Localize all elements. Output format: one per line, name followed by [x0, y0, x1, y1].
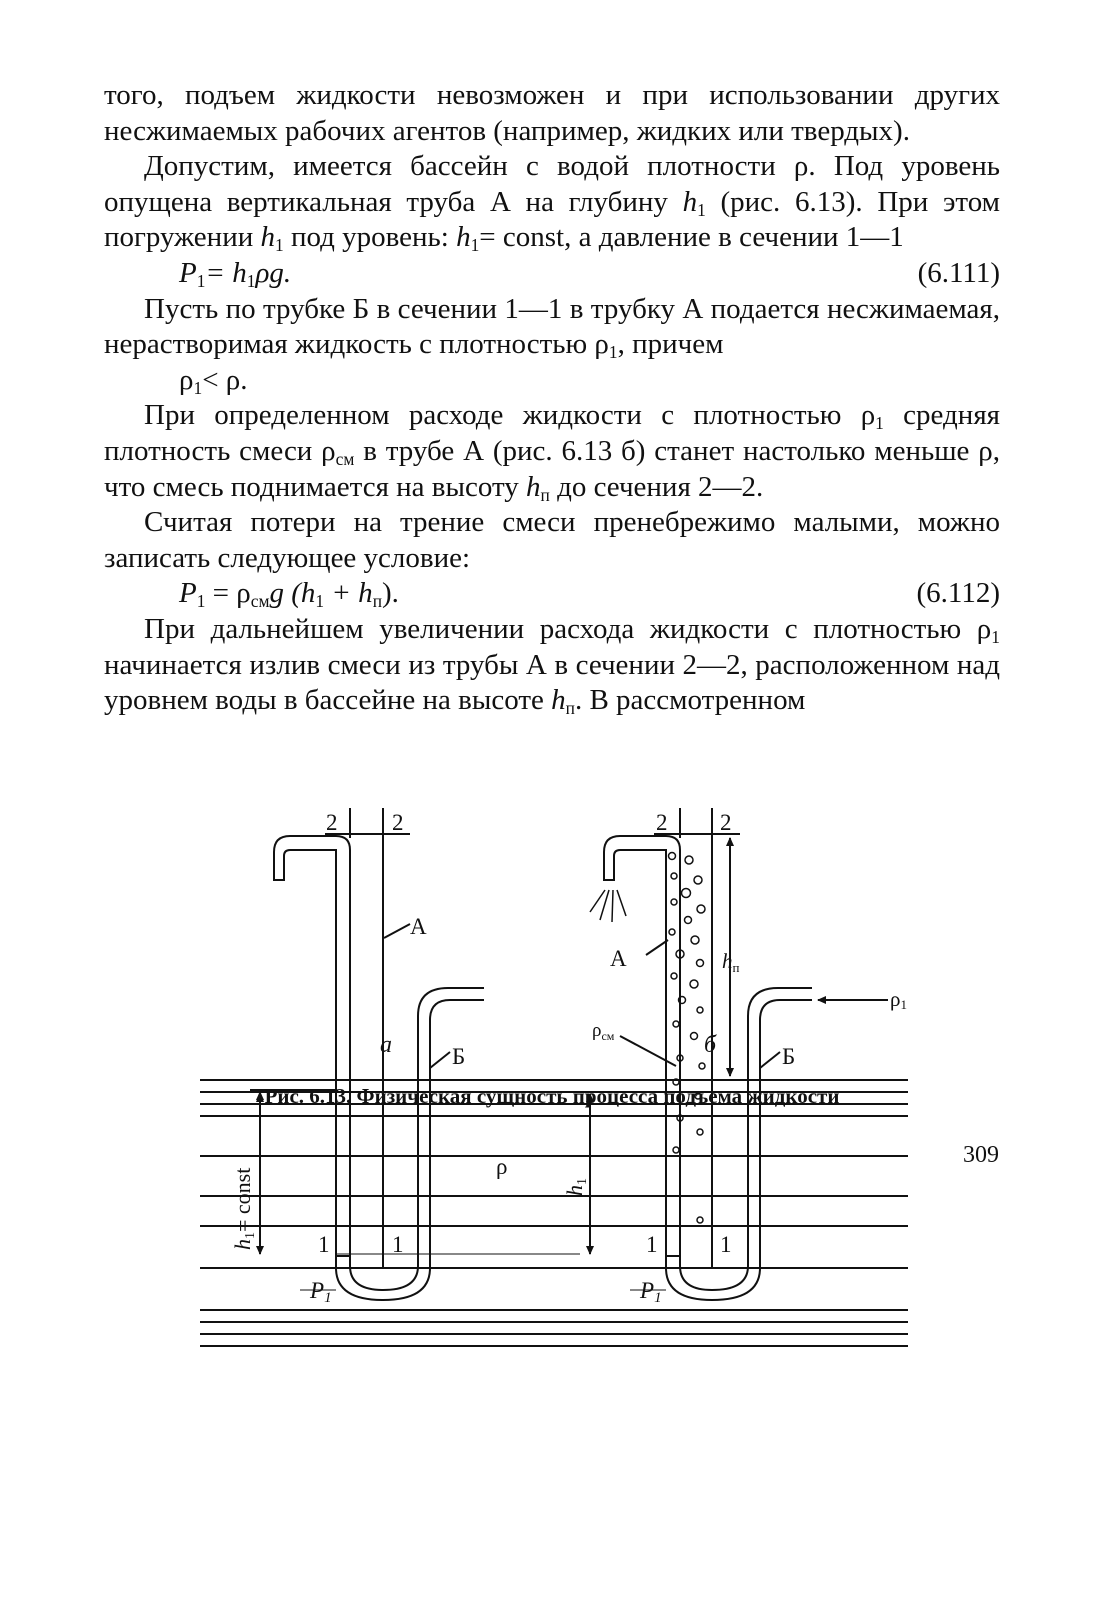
equation-6-111: $P_1= h_1\rho g$. (6.111) [179, 256, 1000, 292]
label-section-1-left-a: 1 [318, 1232, 330, 1257]
label-section-2-right-a: 2 [392, 810, 404, 835]
label-rho1: ρ1 [890, 987, 907, 1012]
sublabel-b: б [704, 1032, 717, 1058]
label-density-rho: ρ [496, 1154, 508, 1179]
paragraph-4: При определенном расходе жидкости с плотностью $\rho_1$ средняя плотность смеси $\rho_{см}$ в трубе А (рис. 6.13 б) станет настолько меньше ρ, что смесь поднимается на высоту $h_п$ до сечения 2—2. [104, 399, 1000, 505]
equation-number: (6.112) [916, 577, 1000, 610]
rho-inequality: $\rho_1< \rho$. [179, 363, 248, 398]
label-section-2-left-a: 2 [326, 810, 338, 835]
label-tube-A-b: А [610, 946, 627, 971]
label-rho-mixture: $\rho_{см}$ [592, 1020, 615, 1043]
equation-6-112: $P_1 = \rho_{см}g$ $(h_1 + h_п)$. (6.112) [179, 577, 1000, 612]
paragraph-5: Считая потери на трение смеси пренебрежимо малыми, можно записать следующее условие: [104, 506, 1000, 574]
figure-caption: Рис. 6.13. Физическая сущность процесса подъема жидкости [264, 1084, 840, 1108]
label-section-2-left-b: 2 [656, 810, 668, 835]
outflow-spray [590, 890, 626, 922]
label-pressure-P1-a: P1 [310, 1278, 332, 1306]
label-section-2-right-b: 2 [720, 810, 732, 835]
label-h1-const: h1= const [230, 1167, 258, 1250]
paragraph-1: того, подъем жидкости невозможен и при использовании других несжимаемых рабочих агентов (например, жидких или твердых). [104, 79, 1000, 147]
label-hp: hп [722, 949, 740, 975]
label-pressure-P1-b: P1 [640, 1278, 662, 1306]
water-surface-lines [200, 1080, 908, 1346]
bubbles [669, 853, 706, 1224]
equation-number: (6.111) [917, 256, 1000, 289]
label-tube-B-a: Б [452, 1044, 466, 1069]
label-tube-B-b: Б [782, 1044, 796, 1069]
paragraph-3: Пусть по трубке Б в сечении 1—1 в трубку А подается несжимаемая, нерастворимая жидкость с плотностью $\rho_1$, причем [104, 292, 1000, 363]
tube-b-supply [666, 988, 812, 1300]
tube-b [336, 988, 484, 1300]
paragraph-2: Допустим, имеется бассейн с водой плотности ρ. Под уровень опущена вертикальная труба А на глубину $h_1$ (рис. 6.13). При этом погружении $h_1$ под уровень: $h_1=$ const, а давление в сечении 1—1 [104, 150, 1000, 256]
tube-a-mixture [604, 808, 740, 1256]
paragraph-6: При дальнейшем увеличении расхода жидкости с плотностью $\rho_1$ начинается излив смеси из трубы А в сечении 2—2, расположенном над уровнем воды в бассейне на высоте $h_п$. В рассмотренном [104, 612, 1000, 719]
page-number: 309 [963, 1142, 999, 1168]
label-section-1-right-b: 1 [720, 1232, 732, 1257]
sublabel-a: а [380, 1032, 392, 1058]
label-h1: h1 [562, 1178, 590, 1196]
label-section-1-left-b: 1 [646, 1232, 658, 1257]
label-section-1-right-a: 1 [392, 1232, 404, 1257]
label-tube-A-a: А [410, 914, 427, 939]
